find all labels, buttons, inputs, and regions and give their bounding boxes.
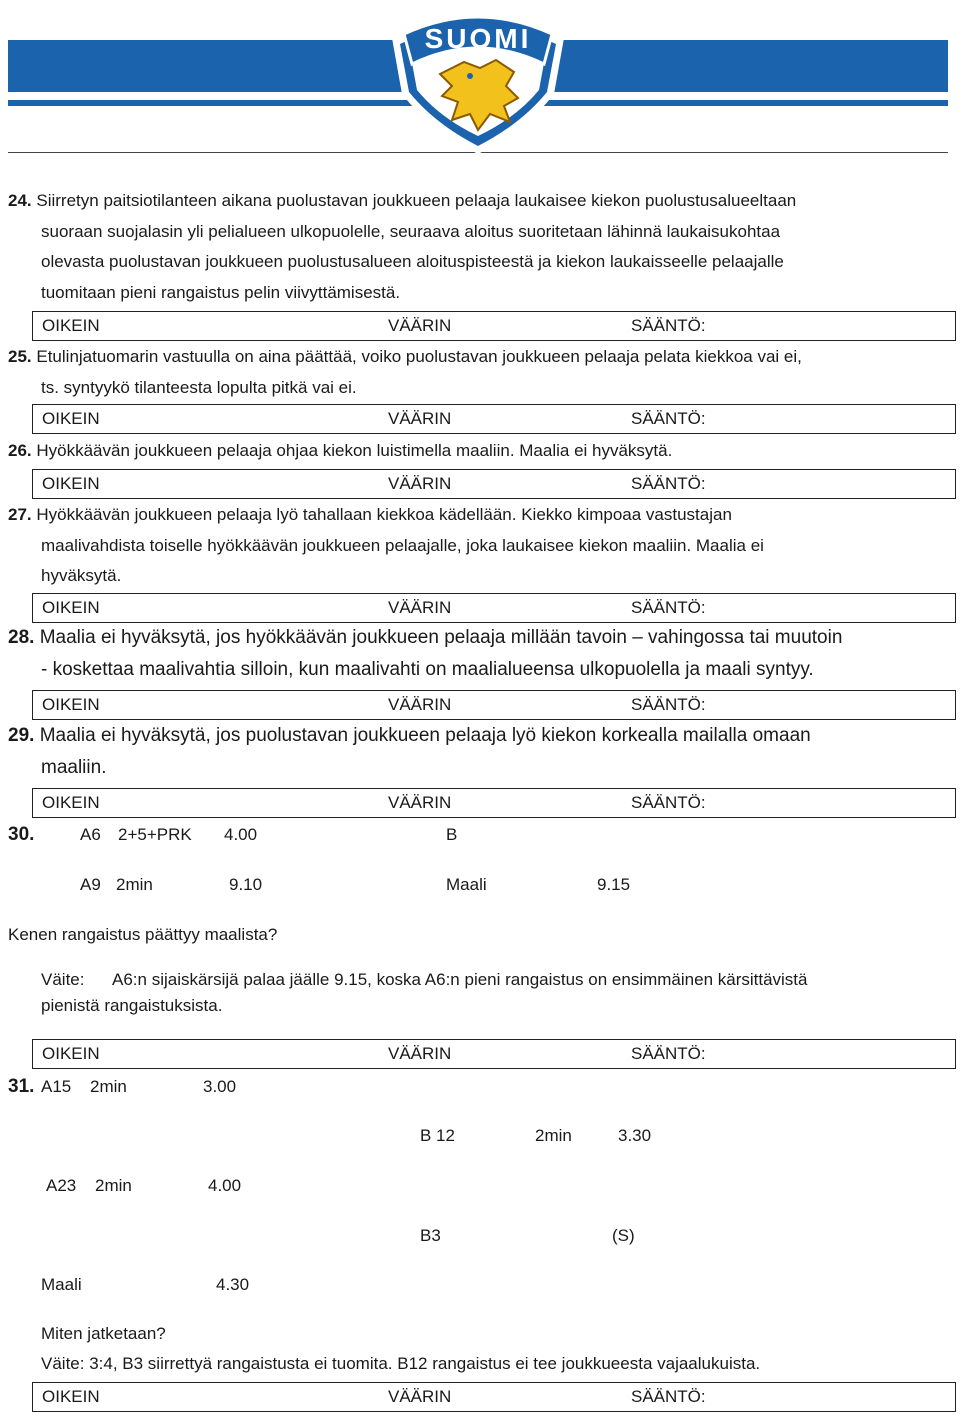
question-number: 24. — [8, 191, 32, 210]
question-29: 29. Maalia ei hyväksytä, jos puolustavan joukkueen pelaaja lyö kiekon korkealla mailalla omaan maaliin. — [8, 725, 811, 778]
question-25: 25. Etulinjatuomarin vastuulla on aina päättää, voiko puolustavan joukkueen pelaaja pelata kiekkoa vai ei, ts. syntyykö tilanteesta lopulta pitkä vai ei. — [8, 347, 802, 397]
answer-row-25[interactable]: OIKEIN VÄÄRIN SÄÄNTÖ: — [32, 404, 956, 434]
suomi-logo-icon — [378, 2, 578, 158]
rule-label: SÄÄNTÖ: — [631, 316, 706, 335]
answer-row-29[interactable]: OIKEIN VÄÄRIN SÄÄNTÖ: — [32, 788, 956, 818]
question-26: 26. Hyökkäävän joukkueen pelaaja ohjaa kiekon luistimella maaliin. Maalia ei hyväksytä. — [8, 441, 673, 460]
answer-row-30[interactable]: OIKEIN VÄÄRIN SÄÄNTÖ: — [32, 1039, 956, 1069]
question-24: 24. Siirretyn paitsiotilanteen aikana puolustavan joukkueen pelaaja laukaisee kiekon puolustusalueeltaan suoraan suojalasin yli pelialueen ulkopuolelle, seuraava aloitus suoritetaan lähinnä laukaisukohtaa olevasta puolustavan joukkueen puolustusalueen aloituspisteestä ja kiekon laukaisseelle pelaajalle tuomitaan pieni rangaistus pelin viivyttämisestä. — [8, 191, 797, 302]
option-vaarin[interactable]: VÄÄRIN — [388, 316, 452, 335]
question-27: 27. Hyökkäävän joukkueen pelaaja lyö tahallaan kiekkoa kädellään. Kiekko kimpoaa vastustajan maalivahdista toiselle hyökkäävän joukkueen pelaajalle, joka laukaisee kiekon maaliin. Maalia ei hyväksytä. — [8, 505, 764, 585]
answer-row-28[interactable]: OIKEIN VÄÄRIN SÄÄNTÖ: — [32, 690, 956, 720]
logo-text: SUOMI — [424, 23, 532, 54]
answer-row-31[interactable]: OIKEIN VÄÄRIN SÄÄNTÖ: — [32, 1382, 956, 1412]
question-28: 28. Maalia ei hyväksytä, jos hyökkäävän joukkueen pelaaja millään tavoin – vahingossa tai muutoin - koskettaa maalivahtia silloin, kun maalivahti on maalialueensa ulkopuolella ja maali syntyy. — [8, 627, 843, 680]
option-oikein[interactable]: OIKEIN — [42, 316, 100, 335]
answer-row-27[interactable]: OIKEIN VÄÄRIN SÄÄNTÖ: — [32, 593, 956, 623]
answer-row-26[interactable]: OIKEIN VÄÄRIN SÄÄNTÖ: — [32, 469, 956, 499]
answer-row-24[interactable] — [32, 311, 956, 341]
